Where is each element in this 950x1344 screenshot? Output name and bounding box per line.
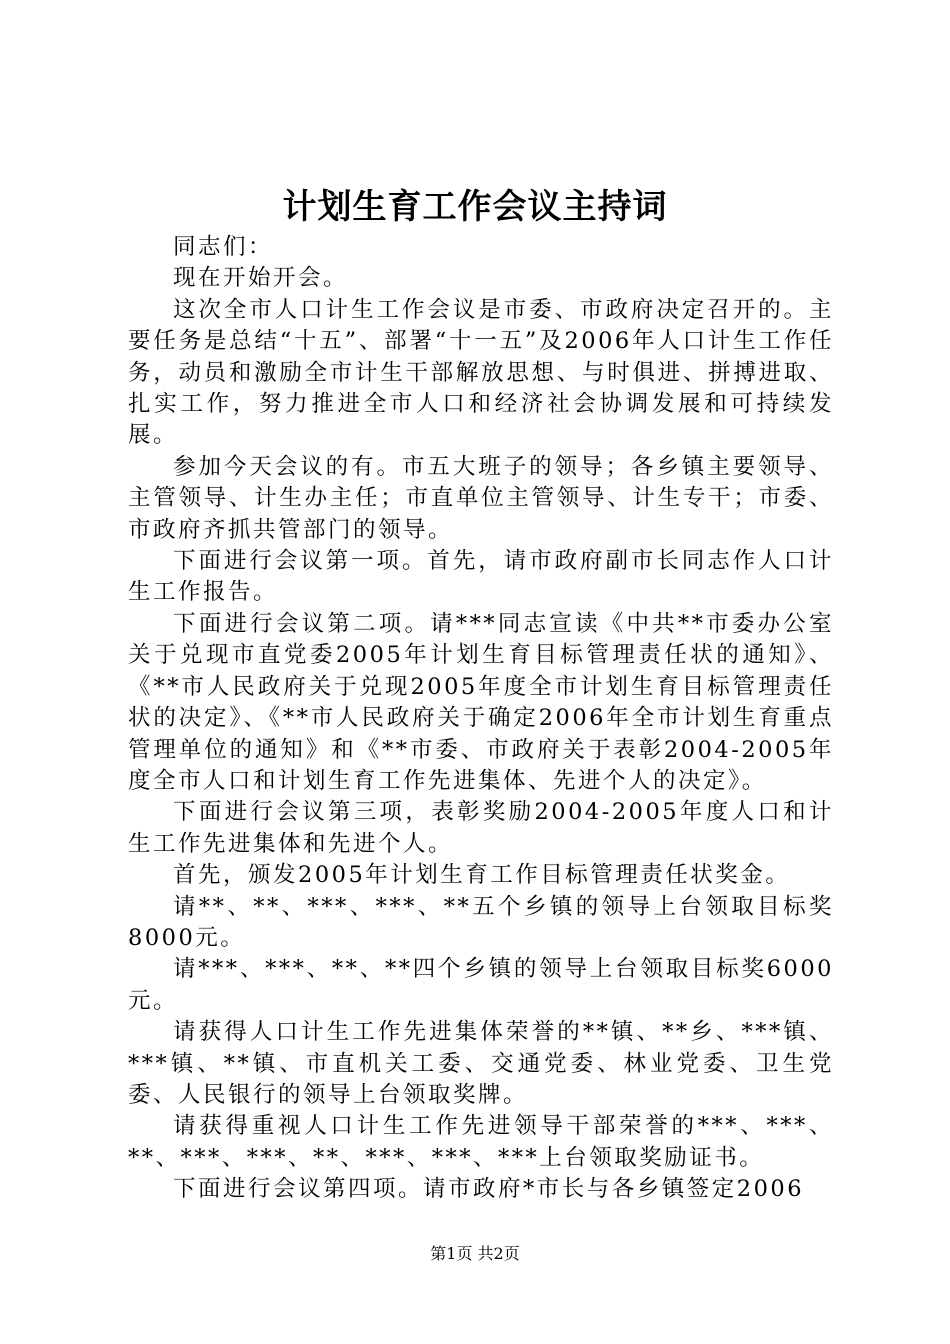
paragraph: 请***、***、**、**四个乡镇的领导上台领取目标奖6000元。 (128, 956, 834, 1014)
paragraph: 首先，颁发2005年计划生育工作目标管理责任状奖金。 (173, 862, 791, 889)
paragraph: 参加今天会议的有。市五大班子的领导；各乡镇主要领导、主管领导、计生办主任；市直单位主管领导、计生专干；市委、市政府齐抓共管部门的领导。 (128, 453, 834, 543)
paragraph: 下面进行会议第四项。请市政府*市长与各乡镇签定2006 (173, 1176, 805, 1203)
paragraph: 这次全市人口计生工作会议是市委、市政府决定召开的。主要任务是总结“十五”、部署“十一五”及2006年人口计生工作任务，动员和激励全市计生干部解放思想、与时俱进、拼搏进取、扎实工作，努力推进全市人口和经济社会协调发展和可持续发展。 (128, 296, 834, 449)
paragraph: 请获得人口计生工作先进集体荣誉的**镇、**乡、***镇、***镇、**镇、市直机关工委、交通党委、林业党委、卫生党委、人民银行的领导上台领取奖牌。 (128, 1019, 834, 1108)
document-title: 计划生育工作会议主持词 (282, 187, 668, 227)
paragraph: 下面进行会议第二项。请***同志宣读《中共**市委办公室关于兑现市直党委2005年计划生育目标管理责任状的通知》、《**市人民政府关于兑现2005年度全市计划生育目标管理责任状的决定》、《**市人民政府关于确定2006年全市计划生育重点管理单位的通知》和《**市委、市政府关于表彰2004-2005年度全市人口和计划生育工作先进集体、先进个人的决定》。 (128, 610, 834, 794)
paragraph: 同志们： (173, 234, 274, 260)
paragraph: 现在开始开会。 (173, 265, 349, 292)
page-footer: 第1页 共2页 (430, 1244, 520, 1263)
paragraph: 请获得重视人口计生工作先进领导干部荣誉的***、***、**、***、***、**、***、***、***上台领取奖励证书。 (128, 1113, 834, 1171)
paragraph: 下面进行会议第三项，表彰奖励2004-2005年度人口和计生工作先进集体和先进个人。 (128, 799, 834, 857)
document-body (128, 232, 834, 1206)
paragraph: 下面进行会议第一项。首先，请市政府副市长同志作人口计生工作报告。 (128, 548, 834, 606)
paragraph: 请**、**、***、***、**五个乡镇的领导上台领取目标奖8000元。 (128, 893, 834, 951)
